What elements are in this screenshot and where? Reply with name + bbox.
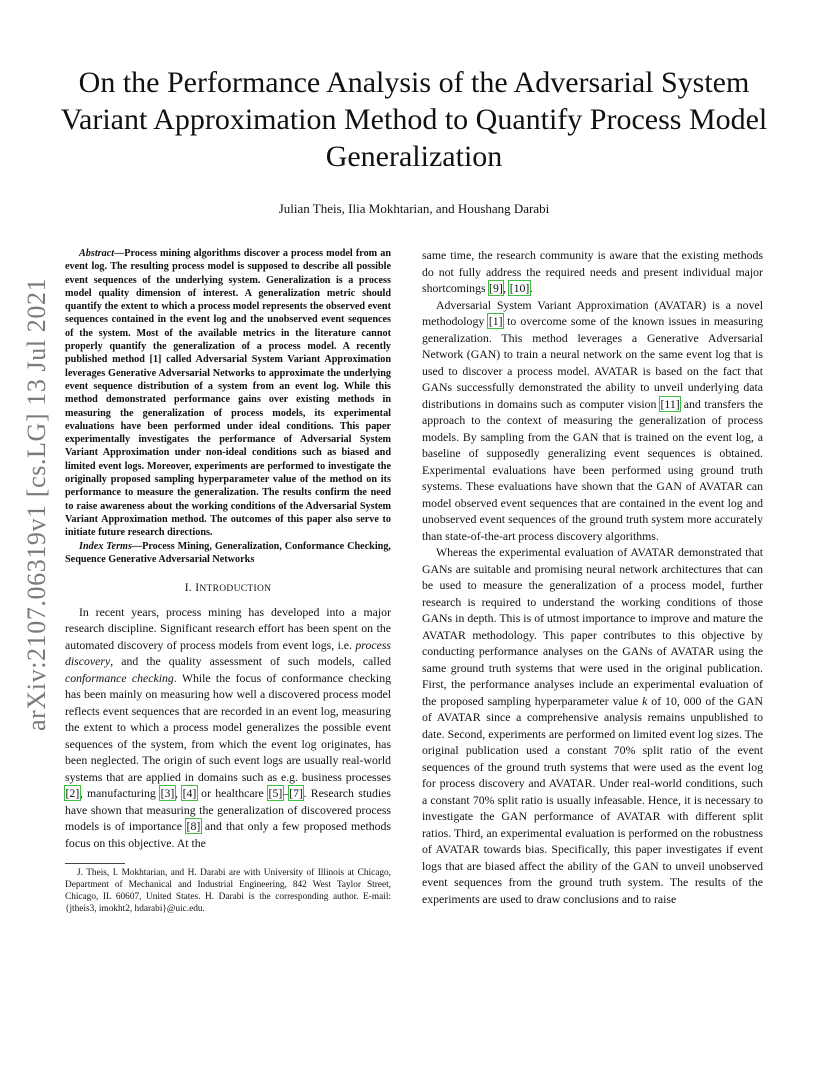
citation-link[interactable]: [1] [488,314,503,328]
paper-authors: Julian Theis, Ilia Mokhtarian, and Houshang Darabi [278,201,550,216]
section-heading-introduction [65,580,391,598]
intro-paragraph-1-continued: same time, the research community is aware that the existing methods do not fully address the required needs and present individual major shortcomings [9], [10]. [422,248,763,295]
section-title-rest: NTRODUCTION [199,584,272,595]
citation-link[interactable]: [11] [660,396,680,411]
arxiv-identifier: arXiv:2107.06319v1 [cs.LG] 13 Jul 2021 [22,277,51,731]
section-number: I. [184,582,196,595]
citation-link[interactable]: [4] [182,786,197,801]
citation-link[interactable]: [9] [489,281,503,295]
section-title-initial: I [195,582,200,595]
abstract-text: —Process mining algorithms discover a process model from an event log. The resulting process model is supposed to describe all possible event sequences of the underlying system. Generalization is a process model quality dimension of interest. A generalization metric should quantify the extent to which a process model represents the observed event sequences contained in the event log and the unobserved event sequences of the system. Most of the available metrics in the literature cannot properly quantify the generalization of a process model. A recently published method [1] called Adversarial System Variant Approximation leverages Generative Adversarial Networks to approximate the underlying event sequence distribution of a system from an event log. While this method demonstrated performance gains over existing methods in measuring the generalization of process models, its experimental evaluations have been performed under ideal conditions. This paper experimentally investigates the performance of Adversarial System Variant Approximation under non-ideal conditions such as biased and limited event logs. Moreover, experiments are performed to investigate the originally proposed sampling hyperparameter value of the method on its performance to measure the generalization. The results confirm the need to raise awareness about the working conditions of the Adversarial System Variant Approximation method. The outcomes of this paper also serve to initiate future research directions. [65,248,391,539]
right-column [422,247,763,907]
footnote-rule [65,863,125,864]
citation-link[interactable]: [8] [186,819,201,834]
left-column [65,247,391,915]
paper-title: On the Performance Analysis of the Adversarial System Variant Approximation Method to Quantify Process Model Generalization [60,66,768,173]
citation-link[interactable]: [2] [65,786,80,801]
citation-link[interactable]: [3] [160,786,175,801]
citation-link[interactable]: [7] [289,786,303,801]
footnote: J. Theis, I. Mokhtarian, and H. Darabi are with University of Illinois at Chicago, Department of Mechanical and Industrial Engineering, 842 West Taylor Street, Chicago, IL 60607, United States. H. Darabi is the corresponding author. E-mail: {jtheis3, imokht2, hdarabi}@uic.edu. [65,868,391,915]
index-terms [65,540,391,567]
citation-link[interactable]: [10] [509,281,530,295]
intro-paragraph-3: Whereas the experimental evaluation of AVATAR demonstrated that GANs are suitable and promising neural network architectures that can be used to measure the generalization of a process model, further research is required to understand the working conditions of those GANs in depth. This is of utmost importance to improve and mature the AVATAR methodology. This paper contributes to this objective by conducting performance analyses on the GANs of AVATAR using the same ground truth systems that were used in the original publication. First, the performance analyses include an experimental evaluation of the proposed sampling hyperparameter value k of 10, 000 of the GAN of AVATAR since a comprehensive analysis remains unpublished to date. Second, experiments are performed on limited event log sizes. The original publication used a constant 70% split ratio of the event sequences of the ground truth systems that were used as the event log for process discovery and AVATAR. Under real-world conditions, such a constant 70% split ratio is usually infeasable. Hence, it is necessary to investigate the GAN performance of AVATAR with different split ratios. Third, an experimental evaluation is performed on the robustness of AVATAR towards bias. Specifically, this paper investigates if event logs that are biased affect the ability of the GAN to unveil unobserved event sequences from the ground truth system. The results of the experiments are used to draw conclusions and to raise [422,545,764,906]
intro-paragraph-2: Adversarial System Variant Approximation (AVATAR) is a novel methodology [1] to overcome some of the known issues in measuring generalization. This method leverages a Generative Adversarial Network (GAN) to train a neural network on the same event log that is used to discover a process model. AVATAR is based on the fact that GANs successfully demonstrated the ability to unveil underlying data distributions in domains such as computer vision [11] and transfers the approach to the context of measuring the generalization of process models. By sampling from the GAN that is trained on the event log, a baseline of supposedly generalizing event sequences is obtained. Experimental evaluations have been performed using ground truth systems. These evaluations have shown that the GAN of AVATAR can model observed event sequences that are contained in the event log and unobserved event sequences of the ground truth system more accurately than state-of-the-art process discovery algorithms. [422,297,763,543]
index-terms-label: Index Terms [79,540,132,552]
intro-paragraph-1: In recent years, process mining has developed into a major research discipline. Significant research effort has been spent on the automated discovery of process models from event logs, i.e. process discovery, and the quality assessment of such models, called conformance checking. While the focus of conformance checking has been mainly on measuring how well a discovered process model reflects event sequences that are recorded in an event log, measuring the extent to which a process model generalizes the possible event sequences of the system, from which the event log originates, has been neglected. The origin of such event logs are usually real-world systems that are applied in domains such as e.g. business processes [2], manufacturing [3], [4] or healthcare [5]–[7]. Research studies have shown that measuring the generalization of discovered process models is of importance [8] and that only a few proposed methods focus on this objective. At the [65,604,392,850]
abstract-label: Abstract [79,248,115,259]
citation-link[interactable]: [5] [268,786,283,801]
abstract [65,247,391,540]
index-terms-text: —Process Mining, Generalization, Conformance Checking, Sequence Generative Adversarial Networks [65,540,391,565]
